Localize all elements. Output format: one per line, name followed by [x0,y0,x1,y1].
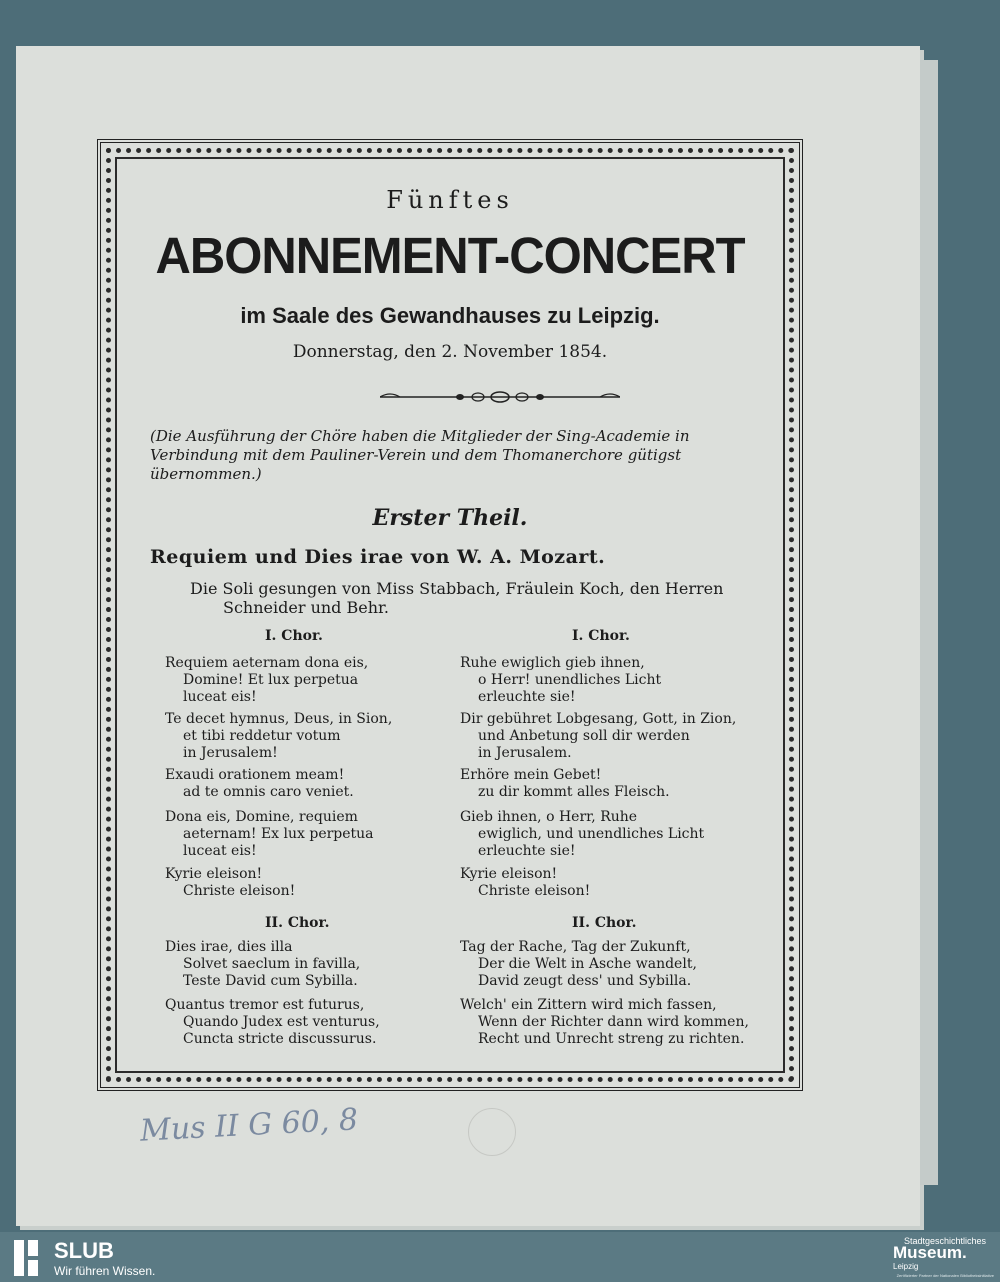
german-chor-2-heading: II. Chor. [572,915,637,931]
shelfmark-handwriting: Mus II G 60, 8 [139,1102,359,1149]
work-title: Requiem und Dies irae von W. A. Mozart. [150,546,606,568]
museum-certificate: Zertifizierter Partner der Nationalen Bibliotheksinitiative [896,1273,994,1278]
verse-line: in Jerusalem. [478,745,572,761]
german-verse-5 [460,866,590,900]
verse-line: Tag der Rache, Tag der Zukunft, [460,939,691,955]
verse-line: und Anbetung soll dir werden [478,728,690,744]
verse-line: Dona eis, Domine, requiem [165,809,358,825]
concert-title: ABONNEMENT-CONCERT [155,227,745,285]
sheet-edge [920,60,938,1185]
verse-line: Dir gebühret Lobgesang, Gott, in Zion, [460,711,737,727]
verse-line: erleuchte sie! [478,689,576,705]
verse-line: Erhöre mein Gebet! [460,767,602,783]
verse-line: David zeugt dess' und Sybilla. [478,973,692,989]
verse-line: Kyrie eleison! [460,866,558,882]
ornament-divider [380,390,620,404]
soloists-line-1: Die Soli gesungen von Miss Stabbach, Fräulein Koch, den Herren [190,579,724,598]
latin-chor-2-heading: II. Chor. [265,915,330,931]
verse-line: Domine! Et lux perpetua [183,672,359,688]
performers-note: (Die Ausführung der Chöre haben die Mitglieder der Sing-Academie in Verbindung mit dem Pauliner-Verein und dem Thomanerchore gütigst übernommen.) [150,427,690,483]
verse-line: Ruhe ewiglich gieb ihnen, [460,655,645,671]
concert-ordinal: Fünftes [386,186,514,214]
verse-line: Recht und Unrecht streng zu richten. [478,1031,745,1047]
verse-line: o Herr! unendliches Licht [478,672,662,688]
verse-line: in Jerusalem! [183,745,278,761]
verse-line: aeternam! Ex lux perpetua [183,826,374,842]
verse-line: Quando Judex est venturus, [183,1014,380,1030]
verse-line: erleuchte sie! [478,843,576,859]
museum-city: Leipzig [893,1262,919,1271]
latin-verse-7 [165,997,380,1048]
latin-chor-1-heading: I. Chor. [265,628,323,644]
verse-line: Wenn der Richter dann wird kommen, [478,1014,749,1030]
verse-line: Gieb ihnen, o Herr, Ruhe [460,809,638,825]
verse-line: Welch' ein Zittern wird mich fassen, [460,997,717,1013]
german-verse-1 [460,655,661,706]
verse-line: et tibi reddetur votum [183,728,341,744]
verse-line: Teste David cum Sybilla. [183,973,358,989]
slub-logo-icon [12,1236,40,1280]
library-stamp [468,1108,516,1156]
concert-venue: im Saale des Gewandhauses zu Leipzig. [240,303,660,328]
museum-label-top: Stadtgeschichtliches [903,1236,986,1246]
verse-line: Requiem aeternam dona eis, [165,655,369,671]
verse-line: luceat eis! [183,843,257,859]
slub-claim: Wir führen Wissen. [54,1264,156,1278]
german-verse-4 [460,809,704,860]
verse-line: Cuncta stricte discussurus. [183,1031,377,1047]
german-chor-1-heading: I. Chor. [572,628,630,644]
german-verse-6 [460,939,697,990]
concert-date: Donnerstag, den 2. November 1854. [292,342,608,362]
latin-verse-4 [165,809,374,860]
soloists-line [190,579,760,617]
verse-line: Christe eleison! [183,883,296,899]
latin-verse-5 [165,866,295,900]
latin-verse-1 [165,655,368,706]
latin-verse-3 [165,767,354,801]
german-verse-3 [460,767,670,801]
latin-verse-6 [165,939,360,990]
part-heading: Erster Theil. [372,505,528,531]
verse-line: Exaudi orationem meam! [165,767,345,783]
latin-verse-2 [165,711,392,762]
verse-line: Kyrie eleison! [165,866,263,882]
verse-line: luceat eis! [183,689,257,705]
museum-name: Museum. [893,1243,967,1262]
verse-line: Dies irae, dies illa [165,939,293,955]
verse-line: zu dir kommt alles Fleisch. [478,784,670,800]
verse-line: Solvet saeclum in favilla, [183,956,361,972]
verse-line: Quantus tremor est futurus, [165,997,365,1013]
verse-line: Te decet hymnus, Deus, in Sion, [165,711,393,727]
verse-line: ewiglich, und unendliches Licht [478,826,705,842]
verse-line: Christe eleison! [478,883,591,899]
verse-line: ad te omnis caro veniet. [183,784,354,800]
soloists-line-2: Schneider und Behr. [223,598,390,617]
german-verse-2 [460,711,736,762]
german-verse-7 [460,997,749,1048]
slub-name: SLUB [54,1238,114,1263]
verse-line: Der die Welt in Asche wandelt, [478,956,697,972]
